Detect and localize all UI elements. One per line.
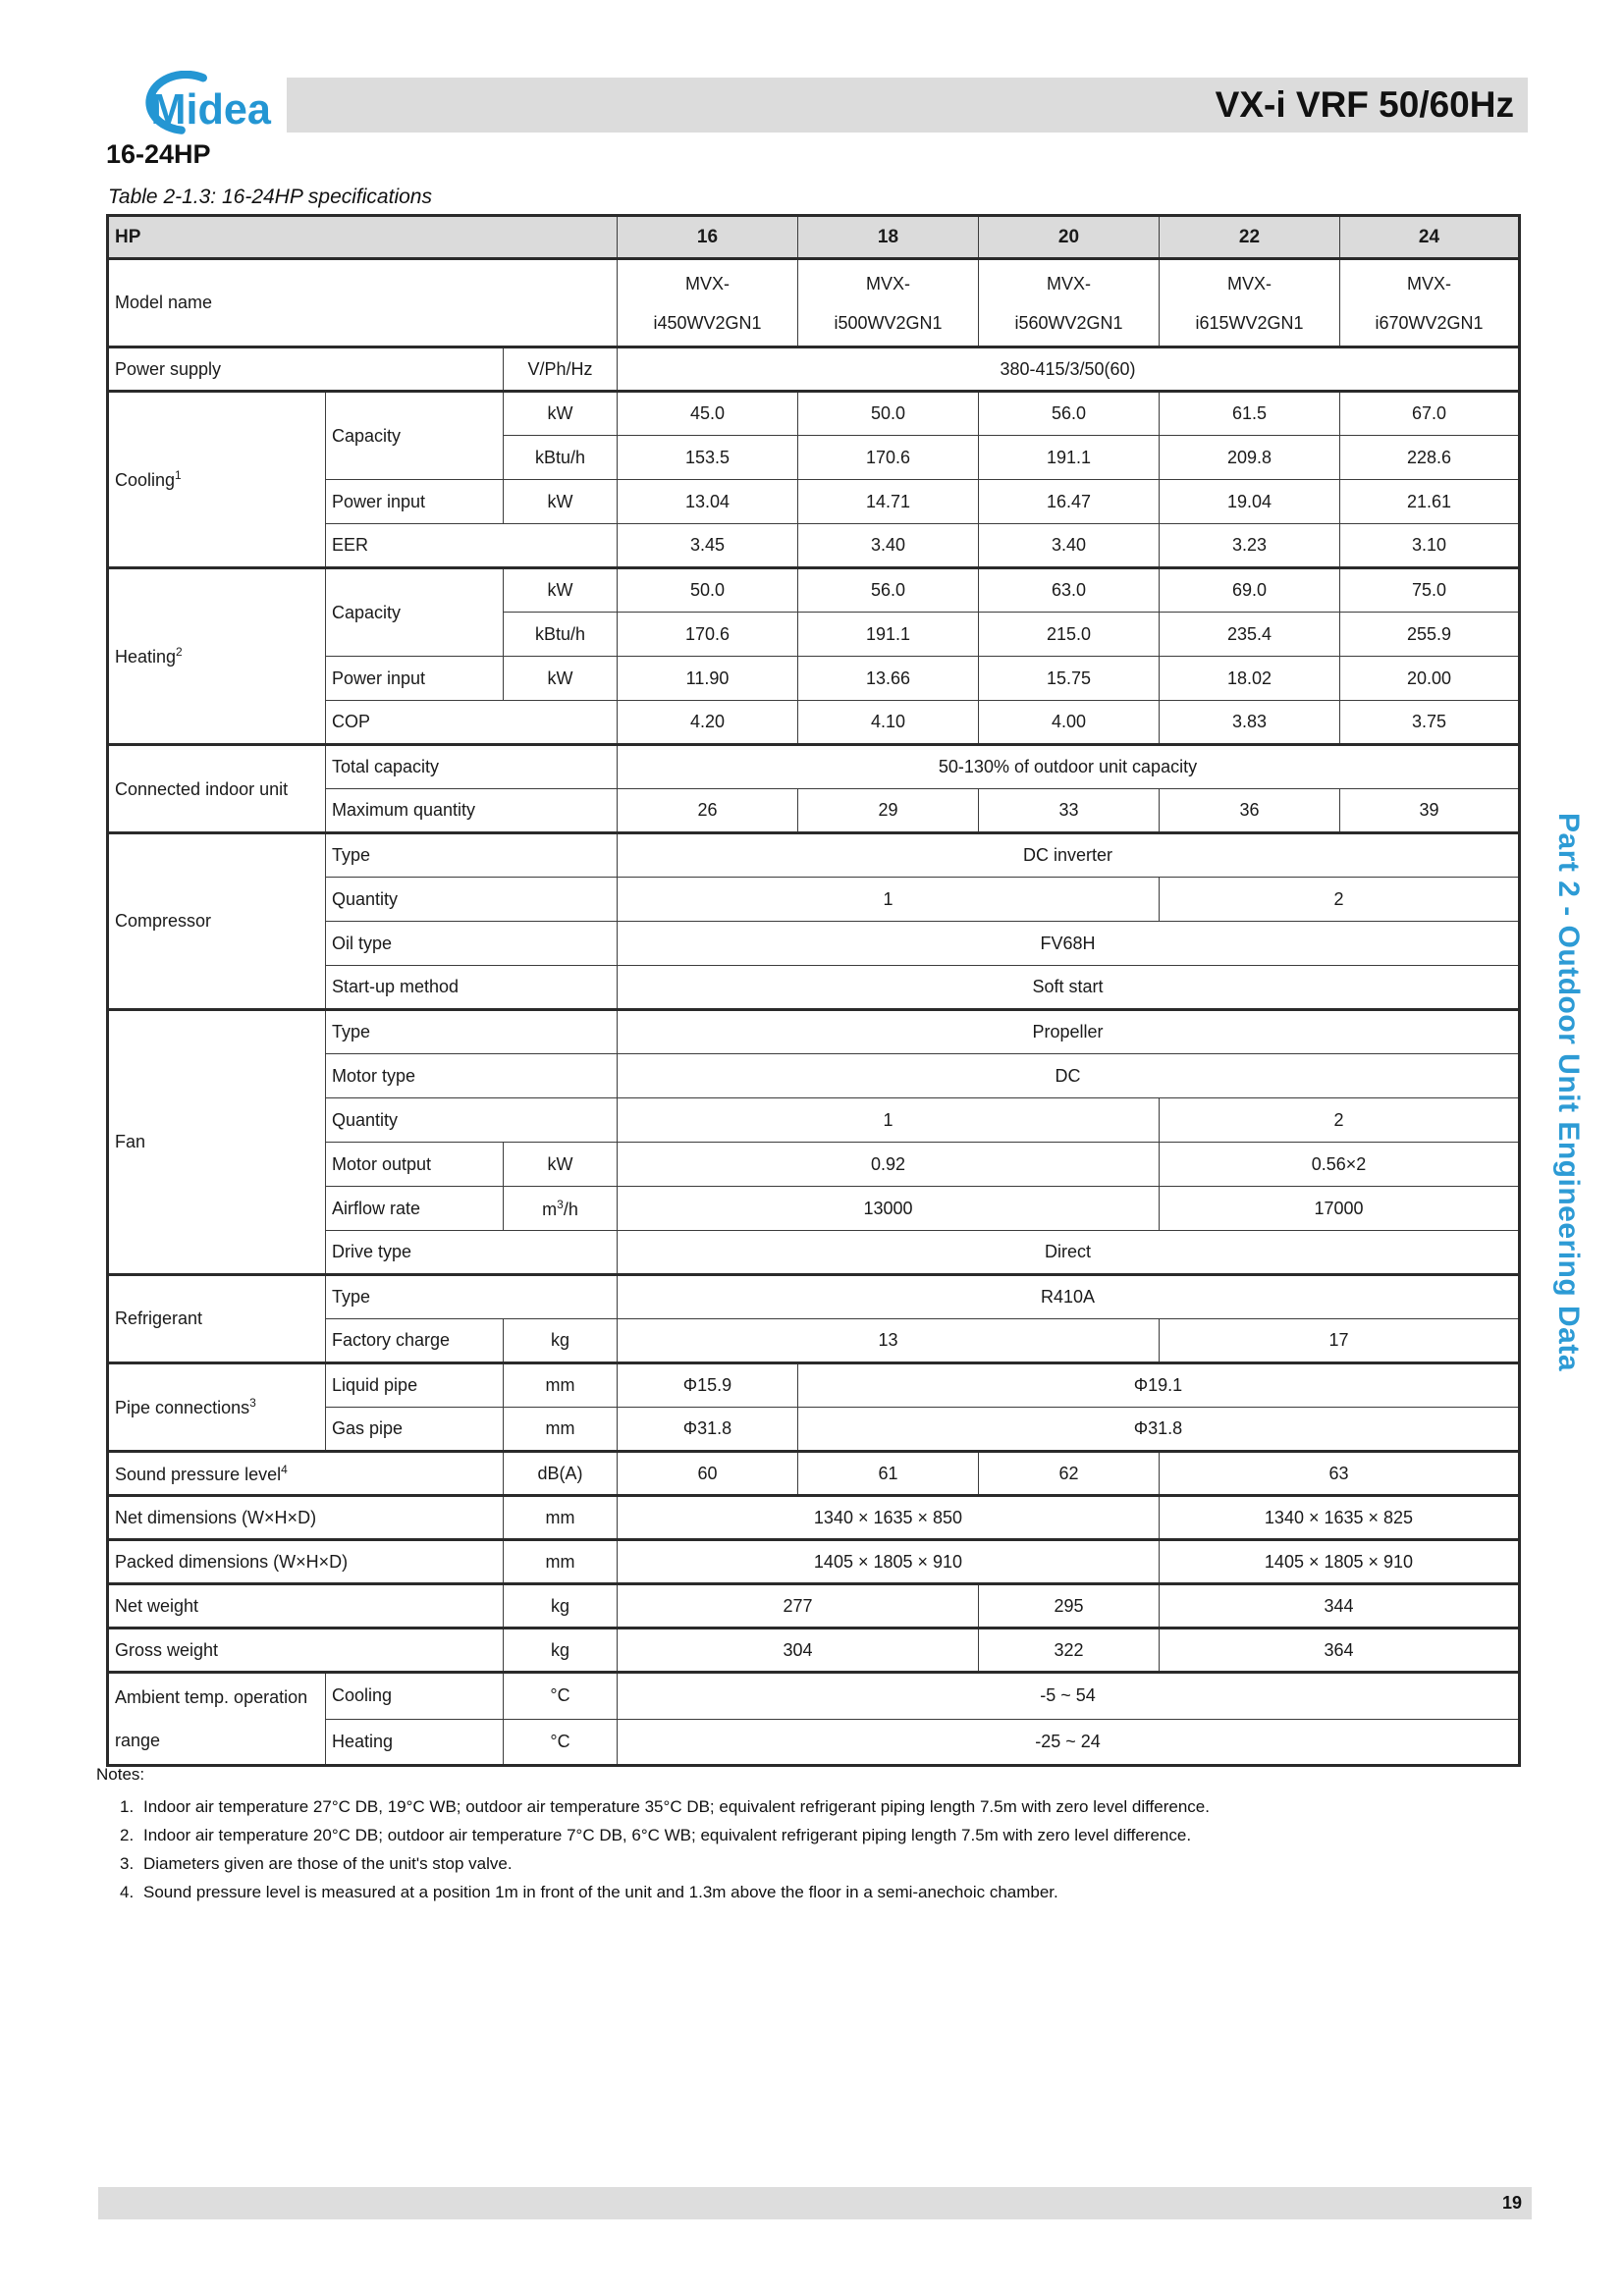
row-connected-total (108, 745, 1520, 789)
gas-pipe-label: Gas pipe (326, 1408, 504, 1452)
cooling-eer-label: EER (326, 524, 618, 568)
hp-header-label: HP (108, 216, 618, 259)
value-cell: 62 (979, 1452, 1160, 1496)
spec-table (106, 214, 1521, 1767)
value-cell: 36 (1160, 789, 1340, 833)
value-cell: 11.90 (618, 657, 798, 701)
unit-cell: kW (504, 392, 618, 436)
note-text: Sound pressure level is measured at a position 1m in front of the unit and 1.3m above the floor in a semi-anechoic chamber. (143, 1883, 1058, 1901)
value-cell: Φ31.8 (618, 1408, 798, 1452)
power-supply-value: 380-415/3/50(60) (618, 347, 1520, 392)
value-cell: 17 (1160, 1319, 1520, 1363)
value-cell: 13.04 (618, 480, 798, 524)
startup-method-label: Start-up method (326, 966, 618, 1010)
row-gross-weight (108, 1629, 1520, 1673)
hp-col-20: 20 (979, 216, 1160, 259)
unit-cell: mm (504, 1496, 618, 1540)
row-cooling-capacity-kw (108, 392, 1520, 436)
unit-cell: kg (504, 1629, 618, 1673)
hp-col-24: 24 (1340, 216, 1520, 259)
value-cell: 228.6 (1340, 436, 1520, 480)
value-cell: 3.40 (798, 524, 979, 568)
value-cell: 215.0 (979, 613, 1160, 657)
net-dimensions-label: Net dimensions (W×H×D) (108, 1496, 504, 1540)
model-name-label: Model name (108, 259, 618, 347)
value-cell: 2 (1160, 1098, 1520, 1143)
value-cell: 16.47 (979, 480, 1160, 524)
heating-cop-label: COP (326, 701, 618, 745)
value-cell: 39 (1340, 789, 1520, 833)
refrigerant-type-value: R410A (618, 1275, 1520, 1319)
value-cell: 153.5 (618, 436, 798, 480)
unit-cell: kW (504, 568, 618, 613)
model-20: MVX- i560WV2GN1 (979, 259, 1160, 347)
note-item (96, 1821, 1515, 1849)
value-cell: 69.0 (1160, 568, 1340, 613)
value-cell: -25 ~ 24 (618, 1719, 1520, 1766)
note-text: Indoor air temperature 27°C DB, 19°C WB; outdoor air temperature 35°C DB; equivalent refrigerant piping length 7.5m with zero level difference. (143, 1797, 1210, 1816)
value-cell: 50.0 (798, 392, 979, 436)
value-cell: 0.56×2 (1160, 1143, 1520, 1187)
footnote-sup: 4 (281, 1462, 288, 1476)
part-sidebar-label: Part 2 - Outdoor Unit Engineering Data (1552, 813, 1585, 1372)
value-cell: 3.45 (618, 524, 798, 568)
row-hp (108, 216, 1520, 259)
value-cell: 75.0 (1340, 568, 1520, 613)
factory-charge-label: Factory charge (326, 1319, 504, 1363)
note-text: Diameters given are those of the unit's stop valve. (143, 1854, 513, 1873)
ambient-heating-label: Heating (326, 1719, 504, 1766)
total-capacity-value: 50-130% of outdoor unit capacity (618, 745, 1520, 789)
cooling-power-input-label: Power input (326, 480, 504, 524)
unit-cell: dB(A) (504, 1452, 618, 1496)
ambient-temp-label: Ambient temp. operation range (108, 1673, 326, 1766)
value-cell: 4.00 (979, 701, 1160, 745)
value-cell: 170.6 (798, 436, 979, 480)
banner-title: VX-i VRF 50/60Hz (287, 78, 1528, 133)
value-cell: 18.02 (1160, 657, 1340, 701)
power-supply-label: Power supply (108, 347, 504, 392)
value-cell: 3.83 (1160, 701, 1340, 745)
model-24: MVX- i670WV2GN1 (1340, 259, 1520, 347)
value-cell: 235.4 (1160, 613, 1340, 657)
note-number: 1. (120, 1797, 135, 1816)
value-cell: 15.75 (979, 657, 1160, 701)
unit-cell: kBtu/h (504, 613, 618, 657)
value-cell: -5 ~ 54 (618, 1673, 1520, 1720)
value-cell: 60 (618, 1452, 798, 1496)
compressor-quantity-label: Quantity (326, 878, 618, 922)
drive-type-label: Drive type (326, 1231, 618, 1275)
page-section-title: 16-24HP (106, 139, 211, 169)
row-power-supply (108, 347, 1520, 392)
oil-type-label: Oil type (326, 922, 618, 966)
value-cell: 364 (1160, 1629, 1520, 1673)
power-supply-unit: V/Ph/Hz (504, 347, 618, 392)
fan-type-label: Type (326, 1010, 618, 1054)
unit-cell: mm (504, 1408, 618, 1452)
page-number: 19 (1501, 2193, 1522, 2213)
note-number: 3. (120, 1854, 135, 1873)
unit-cell: mm (504, 1540, 618, 1584)
row-packed-dimensions (108, 1540, 1520, 1584)
drive-type-value: Direct (618, 1231, 1520, 1275)
unit-cell: kW (504, 1143, 618, 1187)
value-cell: 304 (618, 1629, 979, 1673)
value-cell: 1 (618, 1098, 1160, 1143)
heating-capacity-label: Capacity (326, 568, 504, 657)
row-ambient-cooling (108, 1673, 1520, 1720)
value-cell: 255.9 (1340, 613, 1520, 657)
value-cell: 3.10 (1340, 524, 1520, 568)
packed-dimensions-label: Packed dimensions (W×H×D) (108, 1540, 504, 1584)
value-cell: 26 (618, 789, 798, 833)
value-cell: 13000 (618, 1187, 1160, 1231)
row-refrigerant-type (108, 1275, 1520, 1319)
value-cell: 2 (1160, 878, 1520, 922)
value-cell: Φ15.9 (618, 1363, 798, 1408)
row-heating-capacity-kw (108, 568, 1520, 613)
note-item (96, 1878, 1515, 1906)
compressor-group-label: Compressor (108, 833, 326, 1010)
net-weight-label: Net weight (108, 1584, 504, 1629)
value-cell: Φ31.8 (798, 1408, 1520, 1452)
fan-group-label: Fan (108, 1010, 326, 1275)
refrigerant-type-label: Type (326, 1275, 618, 1319)
heating-power-input-label: Power input (326, 657, 504, 701)
value-cell: 191.1 (979, 436, 1160, 480)
row-net-weight (108, 1584, 1520, 1629)
row-model-name (108, 259, 1520, 347)
total-capacity-label: Total capacity (326, 745, 618, 789)
value-cell: 67.0 (1340, 392, 1520, 436)
value-cell: 344 (1160, 1584, 1520, 1629)
value-cell: 1405 × 1805 × 910 (618, 1540, 1160, 1584)
compressor-type-label: Type (326, 833, 618, 878)
cooling-group-label: Cooling$^1$ (108, 392, 326, 568)
gross-weight-label: Gross weight (108, 1629, 504, 1673)
model-16: MVX- i450WV2GN1 (618, 259, 798, 347)
value-cell: 295 (979, 1584, 1160, 1629)
liquid-pipe-label: Liquid pipe (326, 1363, 504, 1408)
value-cell: 4.10 (798, 701, 979, 745)
row-net-dimensions (108, 1496, 1520, 1540)
value-cell: 33 (979, 789, 1160, 833)
motor-type-label: Motor type (326, 1054, 618, 1098)
note-number: 2. (120, 1826, 135, 1844)
value-cell: 13 (618, 1319, 1160, 1363)
value-cell: 61 (798, 1452, 979, 1496)
value-cell: 63 (1160, 1452, 1520, 1496)
motor-output-label: Motor output (326, 1143, 504, 1187)
value-cell: 1405 × 1805 × 910 (1160, 1540, 1520, 1584)
value-cell: 209.8 (1160, 436, 1340, 480)
value-cell: 277 (618, 1584, 979, 1629)
value-cell: 56.0 (979, 392, 1160, 436)
value-cell: 45.0 (618, 392, 798, 436)
footnote-sup: 3 (249, 1396, 256, 1410)
footer-bar (98, 2187, 1532, 2219)
midea-logo (116, 71, 298, 137)
fan-quantity-label: Quantity (326, 1098, 618, 1143)
spec-table-container (106, 214, 1518, 1767)
value-cell: 21.61 (1340, 480, 1520, 524)
value-cell: 29 (798, 789, 979, 833)
pipe-connections-label: Pipe connections$^3$ (108, 1363, 326, 1452)
unit-cell: kg (504, 1584, 618, 1629)
midea-logo-text: Midea (150, 86, 271, 134)
ambient-cooling-label: Cooling (326, 1673, 504, 1720)
motor-type-value: DC (618, 1054, 1520, 1098)
footnote-sup: 2 (176, 645, 183, 659)
value-cell: 19.04 (1160, 480, 1340, 524)
sound-pressure-label: Sound pressure level$^4$ (108, 1452, 504, 1496)
hp-col-16: 16 (618, 216, 798, 259)
unit-cell: kW (504, 480, 618, 524)
cooling-capacity-label: Capacity (326, 392, 504, 480)
value-cell: 170.6 (618, 613, 798, 657)
value-cell: 1340 × 1635 × 850 (618, 1496, 1160, 1540)
notes-section (96, 1765, 1515, 1906)
value-cell: 0.92 (618, 1143, 1160, 1187)
value-cell: 14.71 (798, 480, 979, 524)
refrigerant-group-label: Refrigerant (108, 1275, 326, 1363)
value-cell: 20.00 (1340, 657, 1520, 701)
unit-cell: kW (504, 657, 618, 701)
row-fan-type (108, 1010, 1520, 1054)
value-cell: 13.66 (798, 657, 979, 701)
unit-cell: kg (504, 1319, 618, 1363)
value-cell: 4.20 (618, 701, 798, 745)
startup-method-value: Soft start (618, 966, 1520, 1010)
value-cell: 63.0 (979, 568, 1160, 613)
unit-cell: $m^3/h$ (504, 1187, 618, 1231)
compressor-type-value: DC inverter (618, 833, 1520, 878)
model-22: MVX- i615WV2GN1 (1160, 259, 1340, 347)
note-number: 4. (120, 1883, 135, 1901)
value-cell: 3.75 (1340, 701, 1520, 745)
value-cell: 50.0 (618, 568, 798, 613)
value-cell: 1340 × 1635 × 825 (1160, 1496, 1520, 1540)
unit-cell: °C (504, 1719, 618, 1766)
unit-cell: mm (504, 1363, 618, 1408)
value-cell: 56.0 (798, 568, 979, 613)
note-text: Indoor air temperature 20°C DB; outdoor air temperature 7°C DB, 6°C WB; equivalent refrigerant piping length 7.5m with zero level difference. (143, 1826, 1192, 1844)
hp-col-18: 18 (798, 216, 979, 259)
value-cell: 322 (979, 1629, 1160, 1673)
unit-cell: °C (504, 1673, 618, 1720)
value-cell: Φ19.1 (798, 1363, 1520, 1408)
value-cell: 1 (618, 878, 1160, 922)
note-item (96, 1849, 1515, 1878)
oil-type-value: FV68H (618, 922, 1520, 966)
heating-group-label: Heating$^2$ (108, 568, 326, 745)
fan-type-value: Propeller (618, 1010, 1520, 1054)
unit-cell: kBtu/h (504, 436, 618, 480)
row-sound-pressure (108, 1452, 1520, 1496)
maximum-quantity-label: Maximum quantity (326, 789, 618, 833)
value-cell: 3.23 (1160, 524, 1340, 568)
value-cell: 17000 (1160, 1187, 1520, 1231)
value-cell: 61.5 (1160, 392, 1340, 436)
airflow-rate-label: Airflow rate (326, 1187, 504, 1231)
connected-indoor-unit-label: Connected indoor unit (108, 745, 326, 833)
hp-col-22: 22 (1160, 216, 1340, 259)
value-cell: 3.40 (979, 524, 1160, 568)
footnote-sup: 1 (175, 468, 182, 482)
model-18: MVX- i500WV2GN1 (798, 259, 979, 347)
row-compressor-type (108, 833, 1520, 878)
notes-title: Notes: (96, 1765, 145, 1784)
row-pipe-liquid (108, 1363, 1520, 1408)
table-caption: Table 2-1.3: 16-24HP specifications (108, 186, 432, 208)
value-cell: 191.1 (798, 613, 979, 657)
note-item (96, 1792, 1515, 1821)
